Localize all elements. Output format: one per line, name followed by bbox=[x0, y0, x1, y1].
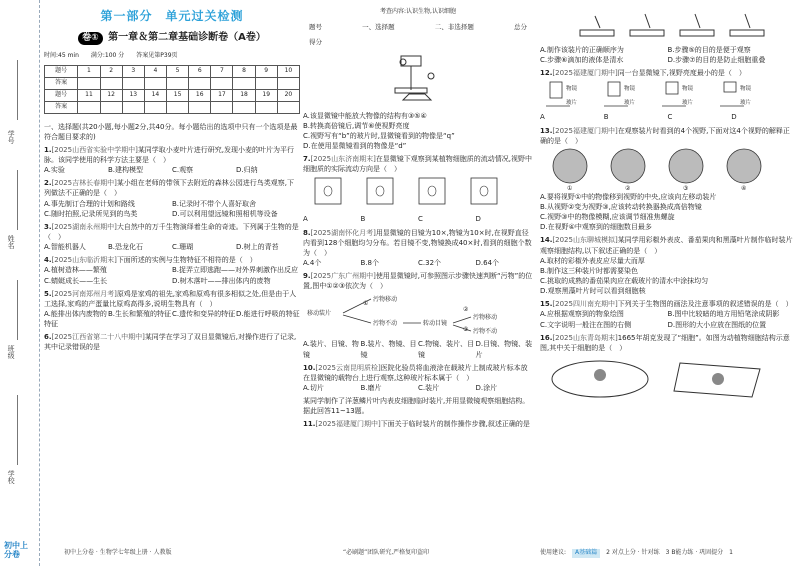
microscope-figure bbox=[303, 48, 533, 108]
option[interactable]: B.生长和繁殖的特征 bbox=[108, 309, 172, 318]
question-text: 医院化验员将血液涂在载玻片上制成玻片标本放在显微镜的载物台上进行观察,这种玻片标本属于（ ） bbox=[303, 363, 528, 382]
table-cell[interactable]: 8 bbox=[233, 65, 255, 77]
option[interactable]: B.磨片 bbox=[360, 383, 382, 392]
table-cell[interactable]: 13 bbox=[122, 89, 144, 101]
table-cell[interactable] bbox=[122, 101, 144, 113]
cyto-box bbox=[315, 178, 341, 204]
table-cell[interactable]: 6 bbox=[189, 65, 211, 77]
option[interactable]: A.要将视野①中的物像移到视野的中央,应该向左移动装片 bbox=[540, 192, 717, 201]
table-cell[interactable] bbox=[277, 77, 299, 89]
table-cell[interactable] bbox=[78, 77, 100, 89]
question-n: 15. bbox=[540, 300, 553, 309]
table-cell[interactable] bbox=[189, 101, 211, 113]
question-item bbox=[540, 299, 795, 329]
usage-tag: 2 对点上分 · 针对练 bbox=[606, 549, 660, 557]
option[interactable]: B.从视野②变为视野③,应该转动转换器换成高倍物镜 bbox=[540, 202, 702, 211]
fill-line bbox=[17, 170, 18, 230]
table-cell[interactable]: 3 bbox=[122, 65, 144, 77]
usage-tag: 3 B能力练 · 巩固提分 bbox=[665, 549, 724, 557]
question-text: 某同学取小麦叶片进行研究,发现小麦的叶片为平行脉。该同学使用的科学方法主要是（ ） bbox=[44, 145, 295, 164]
option[interactable]: A.植树造林——繁殖 bbox=[44, 266, 107, 275]
table-cell[interactable]: 20 bbox=[277, 89, 299, 101]
option[interactable]: C.32个 bbox=[418, 258, 442, 267]
label-class: 班级 bbox=[7, 345, 16, 359]
score-label: 得分 bbox=[309, 38, 322, 47]
option[interactable]: D.树上的青苔 bbox=[236, 243, 279, 252]
question-text: 大自然中的万千生物演绎着生命的奇迹。下列属于生物的是（ ） bbox=[44, 222, 299, 241]
table-cell: 题号 bbox=[45, 89, 78, 101]
option[interactable]: C.蜻蜓成长——生长 bbox=[44, 276, 108, 285]
table-cell[interactable] bbox=[211, 77, 233, 89]
option[interactable]: D.能进行呼吸的特征 bbox=[236, 309, 300, 318]
option[interactable]: A bbox=[303, 215, 308, 224]
question-item bbox=[540, 333, 795, 403]
question-item bbox=[303, 363, 533, 393]
score-header: 二、非选择题 bbox=[434, 22, 474, 31]
option[interactable]: B.制作这三种装片时都需要染色 bbox=[540, 266, 639, 275]
label-school: 学校 bbox=[7, 470, 16, 484]
option[interactable]: B.转换高倍镜后,调节⑥使视野亮度 bbox=[303, 121, 410, 130]
view-label: ③ bbox=[683, 184, 689, 192]
nucleus-shape bbox=[712, 373, 724, 385]
question-text: 用显微镜的目镜为10×,物镜为10×时,在视野直径内看到128个细胞均匀分布。若目镜不变,物镜换成40×时,看到的细胞个数为（ ） bbox=[303, 228, 532, 257]
flow-label-s6: 污物不动 bbox=[473, 328, 498, 336]
option[interactable]: A.智能机器人 bbox=[44, 243, 86, 252]
part-title: 第一部分 单元过关检测 bbox=[100, 9, 244, 23]
nucleus-shape bbox=[428, 186, 436, 196]
question-text: 下列关于生物图的画法及注意事项的叙述错误的是（ ） bbox=[617, 300, 793, 309]
question-text: 同一台显微镜下,视野亮度最小的是（ ） bbox=[617, 69, 746, 78]
fig12-label: 玻片 bbox=[566, 100, 578, 107]
question-tag: [2025福建厦门期中] bbox=[315, 420, 381, 429]
fill-line bbox=[17, 395, 18, 465]
flow-label-c3: ③ bbox=[463, 326, 469, 334]
fill-line bbox=[17, 60, 18, 120]
option[interactable]: C.文字说明一般注在图的右侧 bbox=[540, 320, 632, 329]
table-cell[interactable] bbox=[277, 101, 299, 113]
question-tag: [2025福建厦门期中] bbox=[552, 126, 618, 135]
table-cell[interactable] bbox=[144, 101, 166, 113]
question-item bbox=[540, 235, 795, 296]
option[interactable]: B.记录时不带个人喜好取舍 bbox=[172, 199, 257, 208]
view-field bbox=[553, 149, 587, 183]
table-cell[interactable]: 4 bbox=[144, 65, 166, 77]
view-label: ① bbox=[567, 184, 573, 192]
option[interactable]: D.64个 bbox=[475, 258, 500, 267]
table-cell[interactable] bbox=[255, 77, 277, 89]
flow-arrow bbox=[453, 317, 471, 323]
q7-flow-diagram bbox=[303, 174, 523, 214]
question-n: 7. bbox=[303, 155, 311, 164]
option[interactable]: C.装片 bbox=[418, 383, 440, 392]
question-tag: [2025山东青岛期末] bbox=[552, 333, 618, 342]
fill-line bbox=[17, 280, 18, 340]
cyto-box bbox=[471, 178, 497, 204]
table-cell[interactable]: 17 bbox=[211, 89, 233, 101]
objective-lens bbox=[608, 82, 620, 96]
option[interactable]: D.观察黑藻叶片时可以看到细胞核 bbox=[540, 287, 646, 296]
question-item bbox=[303, 111, 533, 152]
score-header-row bbox=[303, 23, 533, 32]
table-cell: 答案 bbox=[45, 101, 78, 113]
table-cell[interactable]: 12 bbox=[100, 89, 122, 101]
option[interactable]: C.物镜、装片、目镜 bbox=[418, 340, 475, 359]
option[interactable]: A.能排出体内废物的特征 bbox=[44, 309, 107, 329]
fig12-label: 物镜 bbox=[740, 86, 752, 93]
option[interactable]: D.图形的大小应放在图纸的位置 bbox=[667, 320, 767, 329]
option[interactable]: A.切片 bbox=[303, 383, 324, 392]
option[interactable]: A.实验 bbox=[44, 166, 65, 175]
table-cell[interactable] bbox=[233, 101, 255, 113]
score-header: 题号 bbox=[309, 22, 322, 31]
table-cell[interactable] bbox=[100, 77, 122, 89]
left-column bbox=[44, 8, 300, 558]
score-header: 一、选择题 bbox=[362, 22, 395, 31]
volume-title-text: 第一章＆第二章基础诊断卷（A卷） bbox=[108, 32, 266, 44]
question-item bbox=[303, 271, 533, 360]
question-item bbox=[44, 332, 300, 352]
question-n: 9. bbox=[303, 272, 311, 281]
question-n: 10. bbox=[303, 363, 316, 372]
question-n: 16. bbox=[540, 333, 553, 342]
table-cell[interactable]: 2 bbox=[100, 65, 122, 77]
binding-margin bbox=[0, 0, 40, 566]
table-cell[interactable] bbox=[122, 77, 144, 89]
option[interactable]: C bbox=[667, 113, 673, 122]
option[interactable]: B.建构模型 bbox=[108, 166, 144, 175]
question-tag: [2025云南昆明质检] bbox=[315, 363, 381, 372]
table-cell: 题号 bbox=[45, 65, 78, 77]
fig12-label: 物镜 bbox=[624, 86, 636, 93]
option[interactable]: C bbox=[418, 215, 423, 224]
option[interactable]: D.步骤⑦的目的是防止细胞重叠 bbox=[667, 56, 766, 65]
question-text: 某小组在老师的带领下去附近的森林公园进行鸟类观察,下列做法不正确的是（ ） bbox=[44, 179, 295, 198]
question-n: 1. bbox=[44, 145, 52, 154]
question-tag: [2025山东临沂期末] bbox=[51, 256, 117, 265]
question-text: 下面所述的实例与生物特征不相符的是（ ） bbox=[116, 256, 257, 265]
option[interactable]: C.视野③中的物像模糊,应该调节细准焦螺旋 bbox=[540, 213, 675, 222]
option[interactable]: C.观察 bbox=[172, 166, 194, 175]
score-header: 总分 bbox=[513, 22, 527, 31]
question-item bbox=[540, 45, 795, 65]
question-tag: [2025广东广州期中] bbox=[310, 272, 376, 281]
fig12-label: 玻片 bbox=[682, 100, 694, 107]
question-n: 3. bbox=[44, 222, 52, 231]
question-n: 4. bbox=[44, 256, 52, 265]
fig12-label: 玻片 bbox=[624, 100, 636, 107]
nucleus-shape bbox=[376, 186, 384, 196]
usage-label: 使用建议: bbox=[540, 549, 567, 557]
option[interactable]: B bbox=[360, 215, 366, 224]
nucleus-shape bbox=[480, 186, 488, 196]
option[interactable]: A bbox=[540, 113, 545, 122]
question-n: 12. bbox=[540, 69, 553, 78]
flow-label-s5: 污物移动 bbox=[473, 314, 498, 322]
question-tag: [2025福建厦门期中] bbox=[552, 69, 618, 78]
question-list bbox=[44, 145, 300, 353]
table-cell[interactable]: 9 bbox=[255, 65, 277, 77]
slide-steps-figure bbox=[540, 8, 790, 42]
option[interactable]: D bbox=[731, 113, 737, 122]
table-cell[interactable]: 5 bbox=[167, 65, 189, 77]
view-field bbox=[611, 149, 645, 183]
question-n: 11. bbox=[303, 420, 316, 429]
middle-column bbox=[303, 8, 533, 558]
option[interactable]: D.归纳 bbox=[236, 166, 258, 175]
question-n: 13. bbox=[540, 126, 553, 135]
brand-logo: 初中上分卷 bbox=[4, 541, 28, 560]
objective-lens bbox=[666, 82, 678, 94]
table-cell[interactable]: 1 bbox=[78, 65, 100, 77]
question-n: 14. bbox=[540, 236, 553, 245]
cyto-box bbox=[367, 178, 393, 204]
option[interactable]: B.装片、物镜、目镜 bbox=[360, 340, 417, 359]
score-label-row bbox=[303, 38, 533, 47]
option[interactable]: C.随时拍照,记录所见到的鸟类 bbox=[44, 209, 138, 218]
question-item bbox=[303, 154, 533, 224]
nucleus-shape bbox=[324, 186, 332, 196]
table-cell[interactable] bbox=[189, 77, 211, 89]
option[interactable]: B.8个 bbox=[360, 258, 379, 267]
option[interactable]: C.挑取的成熟的番茄果肉应在载玻片的清水中涂抹均匀 bbox=[540, 276, 709, 285]
question-tag: [2025山西省实验中学期中] bbox=[51, 145, 138, 154]
table-cell[interactable] bbox=[78, 101, 100, 113]
fig12-label: 物镜 bbox=[682, 86, 694, 93]
question-item bbox=[44, 289, 300, 330]
question-text: 原鸡是家鸡的祖先,家鸡和原鸡有很多相似之处,但是由于人工选择,家鸡的产蛋量比原鸡高得多,说明生物具有（ ） bbox=[44, 289, 297, 308]
question-tag: [2025湖南怀化月考] bbox=[310, 228, 376, 237]
option[interactable]: A.4个 bbox=[303, 258, 322, 267]
passage-note: 某同学制作了洋葱鳞片叶内表皮细胞临时装片,并用显微镜观察细胞结构。据此回答11~13题。 bbox=[303, 397, 530, 416]
volume-pill: 卷① bbox=[78, 32, 103, 45]
footer-mid: “必刷题”团队研究,严格复印盗印 bbox=[343, 549, 430, 557]
option[interactable]: A.该显微镜中能放大物像的结构有③⑤④ bbox=[303, 111, 427, 120]
option[interactable]: D bbox=[475, 215, 481, 224]
question-tag: [2025河南郑州月考] bbox=[51, 289, 117, 298]
question-tag: [2025江西省第二十八中期中] bbox=[51, 333, 145, 342]
footer-right bbox=[540, 549, 795, 558]
option[interactable]: B.恐龙化石 bbox=[108, 243, 144, 252]
flow-label-c2: ② bbox=[463, 306, 469, 314]
table-cell[interactable] bbox=[167, 101, 189, 113]
question-list bbox=[303, 111, 533, 430]
fig12-label: 玻片 bbox=[740, 100, 752, 107]
question-text: 在观察装片时看到的4个视野,下面对这4个视野的解释正确的是（ ） bbox=[540, 126, 790, 145]
question-text: 在显微镜下观察到某植物细胞质的流动情况,视野中细胞质的实际流动方向是（ ） bbox=[303, 155, 533, 174]
question-item bbox=[540, 68, 795, 122]
question-item bbox=[540, 126, 795, 233]
question-text: 下面关于临时装片的制作操作步骤,叙述正确的是 bbox=[380, 420, 530, 429]
q12-objective-figure bbox=[540, 78, 780, 112]
option[interactable]: A.事先制订合理的计划和路线 bbox=[44, 199, 135, 208]
option[interactable]: A.取材的彩椒外表皮应尽量大而厚 bbox=[540, 256, 645, 265]
table-cell[interactable] bbox=[255, 101, 277, 113]
volume-title bbox=[44, 31, 300, 46]
question-tag: [2025山东济南期末] bbox=[310, 155, 376, 164]
flow-arrow bbox=[343, 315, 371, 323]
table-cell[interactable]: 11 bbox=[78, 89, 100, 101]
table-cell[interactable]: 7 bbox=[211, 65, 233, 77]
option[interactable]: B bbox=[603, 113, 609, 122]
table-cell[interactable] bbox=[100, 101, 122, 113]
question-item bbox=[44, 178, 300, 219]
table-cell[interactable]: 18 bbox=[233, 89, 255, 101]
page-number: 1 bbox=[729, 549, 733, 557]
question-text: 1665年胡克发现了“细胞”。如图为动植物细胞结构示意图,其中关于细胞的是（ ） bbox=[540, 333, 790, 352]
view-label: ④ bbox=[741, 184, 747, 192]
question-text: 使用显微镜时,可参照图示步骤快速判断“污物”的位置,图中①②③依次为（ ） bbox=[303, 272, 533, 291]
question-item bbox=[44, 255, 300, 285]
table-cell[interactable] bbox=[233, 77, 255, 89]
label-name: 姓名 bbox=[7, 235, 16, 249]
question-n: 6. bbox=[44, 333, 52, 342]
answer-table bbox=[44, 65, 300, 114]
question-tag: [2025吉林长春期中] bbox=[51, 179, 117, 188]
option[interactable]: A.制作该装片的正确顺序为 bbox=[540, 46, 624, 54]
q16-cell-figure bbox=[540, 353, 780, 403]
table-cell[interactable]: 19 bbox=[255, 89, 277, 101]
label-number: 学号 bbox=[7, 130, 16, 144]
option[interactable]: C.珊瑚 bbox=[172, 243, 194, 252]
question-tag: [2025湖南永州期中] bbox=[51, 222, 117, 231]
flow-label-s2: 污物移动 bbox=[373, 296, 398, 304]
question-n: 2. bbox=[44, 179, 52, 188]
question-n: 8. bbox=[303, 228, 311, 237]
nucleus-shape bbox=[594, 369, 606, 381]
view-label: ② bbox=[625, 184, 631, 192]
flow-label-s4: 转动目镜 bbox=[423, 320, 448, 328]
flow-label-c1: ① bbox=[363, 300, 369, 308]
view-field bbox=[727, 149, 761, 183]
question-tag: [2025四川南充期中] bbox=[552, 300, 618, 309]
right-column bbox=[540, 8, 795, 558]
option[interactable]: C.步骤⑥滴加的液体是清水 bbox=[540, 56, 624, 65]
option[interactable]: D.在视野④中观察到的细胞数目最多 bbox=[540, 223, 652, 232]
table-cell[interactable]: 10 bbox=[277, 65, 299, 77]
option[interactable]: D.可以利用望远镜和照相机等设备 bbox=[172, 209, 278, 218]
footer-left: 初中上分卷 · 生物学七年级上册 · 人教版 bbox=[64, 549, 172, 557]
table-cell[interactable] bbox=[211, 101, 233, 113]
option[interactable]: D.树木落叶——排出体内的废物 bbox=[172, 276, 271, 285]
option[interactable]: D.目镜、物镜、装片 bbox=[475, 340, 533, 359]
section-title: 一、选择题(共20小题,每小题2分,共40分。每小题给出的选项中只有一个选项是最符合题目要求的) bbox=[44, 122, 298, 141]
q13-view-figure bbox=[540, 146, 780, 192]
table-cell: 答案 bbox=[45, 77, 78, 89]
table-cell[interactable]: 15 bbox=[167, 89, 189, 101]
option[interactable]: D.涂片 bbox=[475, 383, 498, 392]
option[interactable]: A.应根据观察到的物象绘图 bbox=[540, 310, 624, 319]
option[interactable]: C.视野写有“b”的玻片时,显微镜看到的物像是“q” bbox=[303, 131, 455, 140]
question-item bbox=[44, 145, 300, 175]
question-item bbox=[303, 228, 533, 269]
objective-lens bbox=[724, 82, 736, 92]
question-list bbox=[540, 45, 795, 403]
table-cell[interactable] bbox=[167, 77, 189, 89]
question-item bbox=[44, 222, 300, 252]
question-n: 5. bbox=[44, 289, 52, 298]
option[interactable]: D.在使用显微镜看到的物像是“d” bbox=[303, 141, 407, 150]
table-cell[interactable]: 14 bbox=[144, 89, 166, 101]
option[interactable]: B.步骤⑤的目的是便于观察 bbox=[667, 46, 751, 54]
option[interactable]: A.装片、目镜、物镜 bbox=[303, 340, 359, 359]
q9-flow-diagram bbox=[303, 291, 523, 339]
exam-meta: 时间:45 min 满分:100 分 答案见第P39页 bbox=[44, 51, 178, 59]
question-text: 某同学用彩椒外表皮、番茄果肉和黑藻叶片制作临时装片观察细胞结构,以下叙述正确的是（ ） bbox=[540, 236, 793, 255]
flow-label-s1: 移动装片 bbox=[307, 310, 332, 318]
fig12-label: 物镜 bbox=[566, 86, 578, 93]
view-field bbox=[669, 149, 703, 183]
question-tag: [2025山东聊城模拟] bbox=[552, 236, 618, 245]
option[interactable]: B.捉弄立即逃跑——对外界刺激作出反应 bbox=[172, 266, 299, 275]
flow-label-s3: 污物不动 bbox=[373, 320, 398, 328]
table-cell[interactable]: 16 bbox=[189, 89, 211, 101]
question-text: 某同学在学习了双目显微镜后,对操作进行了记录,其中记录错误的是 bbox=[44, 333, 297, 352]
question-item bbox=[303, 419, 533, 429]
usage-tag: A基础篇 bbox=[572, 549, 600, 558]
option[interactable]: B.图中比较暗的地方用铅笔涂成阴影 bbox=[667, 310, 780, 319]
table-cell[interactable] bbox=[144, 77, 166, 89]
content-note: 考查内容:认识生物,认识细胞 bbox=[380, 8, 456, 15]
objective-lens bbox=[550, 82, 562, 98]
option[interactable]: C.遗传和变异的特征 bbox=[172, 309, 236, 318]
cyto-box bbox=[419, 178, 445, 204]
